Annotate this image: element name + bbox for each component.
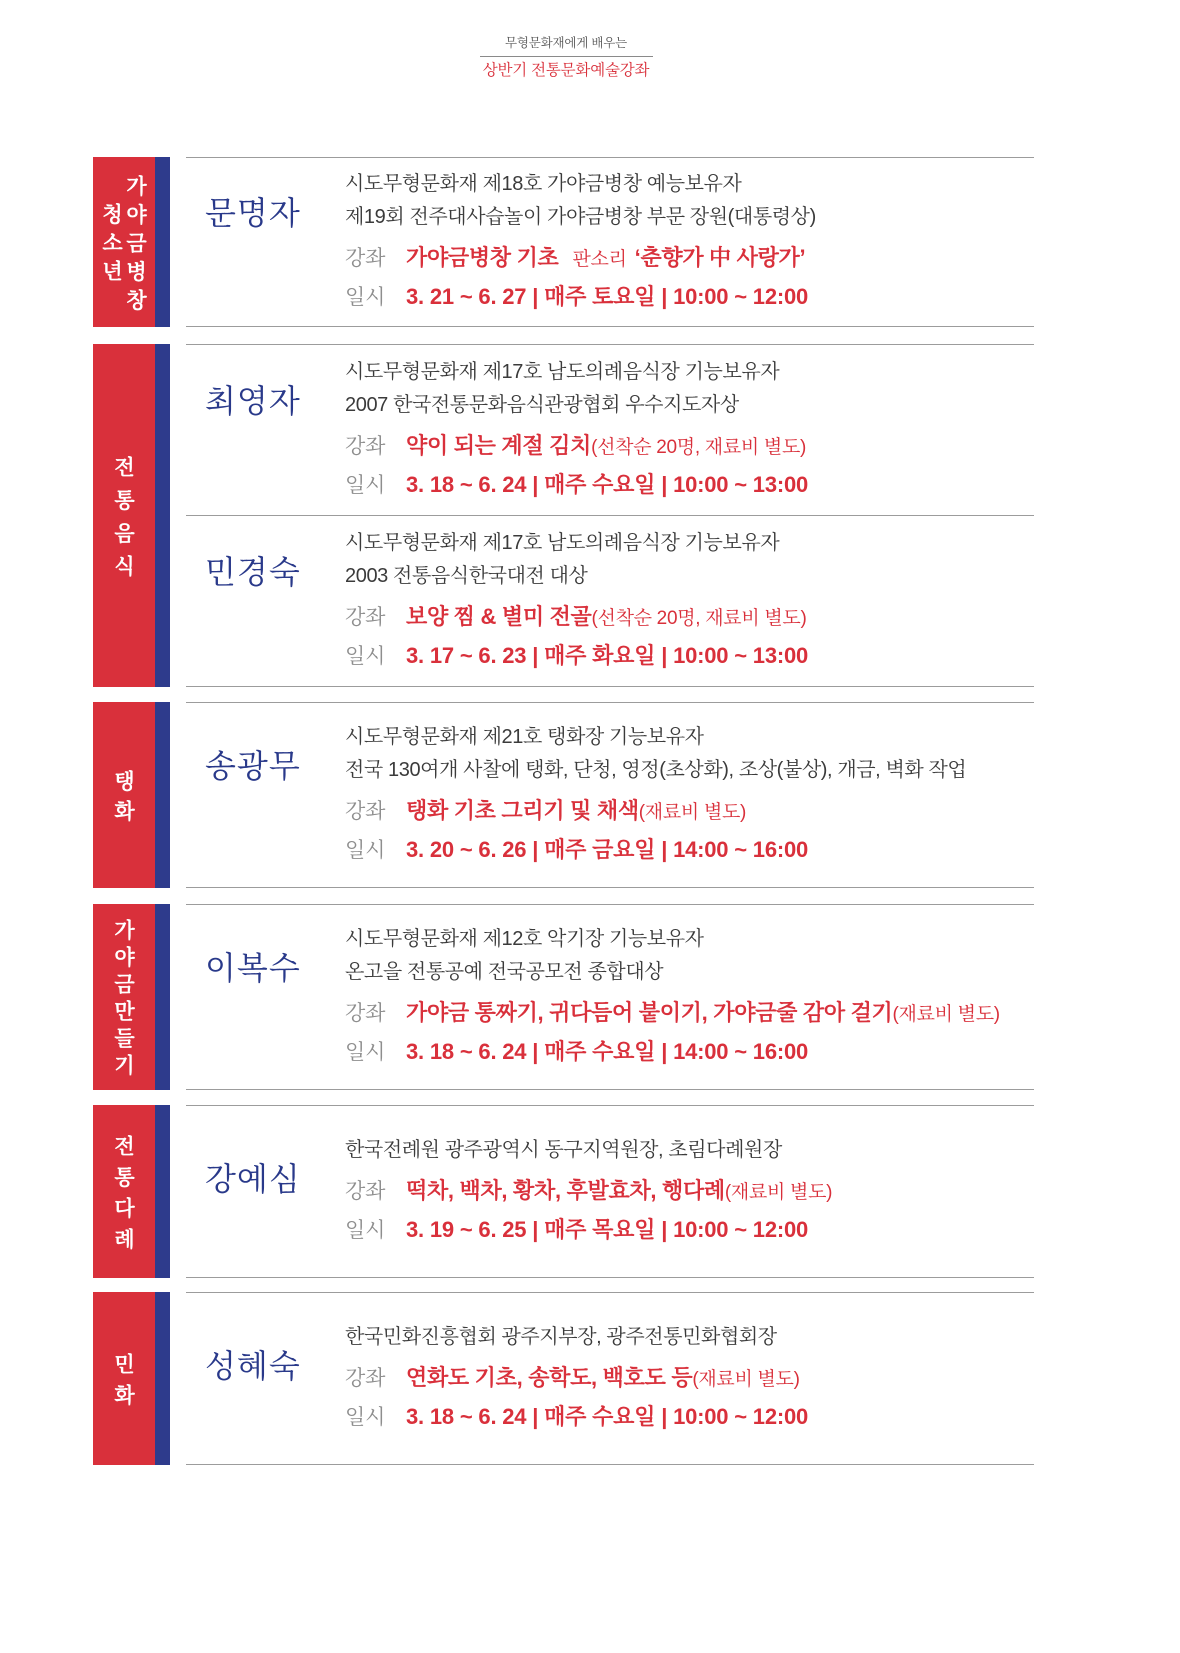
entry-row [186, 1134, 832, 1250]
schedule-line [345, 1212, 832, 1250]
entry-row [186, 168, 816, 317]
section-body [186, 702, 1034, 888]
entry-row [186, 923, 1000, 1072]
category-sublabel: 청소년 [99, 203, 125, 289]
career-line: 시도무형문화재 제12호 악기장 기능보유자 [345, 927, 704, 950]
career-line: 시도무형문화재 제17호 남도의례음식장 기능보유자 [345, 531, 780, 554]
lecture-title: 떡차, 백차, 황차, 후발효차, 행다례 [406, 1177, 725, 1203]
category-stripe [155, 702, 170, 888]
schedule-value: 3. 17 ~ 6. 23 | 매주 화요일 | 10:00 ~ 13:00 [406, 642, 809, 668]
lecture-label: 강좌 [345, 246, 386, 270]
category-columns [99, 167, 149, 317]
schedule-value: 3. 20 ~ 6. 26 | 매주 금요일 | 14:00 ~ 16:00 [406, 836, 809, 862]
entry-info [345, 356, 808, 505]
instructor-name: 성혜숙 [205, 1346, 301, 1385]
schedule-label: 일시 [345, 473, 386, 497]
category-stripe [155, 344, 170, 687]
entry-row [186, 1321, 808, 1437]
schedule-value: 3. 18 ~ 6. 24 | 매주 수요일 | 14:00 ~ 16:00 [406, 1038, 809, 1064]
entry-row [186, 527, 808, 676]
lecture-note: (재료비 별도) [892, 1003, 1000, 1025]
lecture-label: 강좌 [345, 1179, 386, 1203]
career-line: 전국 130여개 사찰에 탱화, 단청, 영정(초상화), 조상(불상), 개금, 벽화 작업 [345, 758, 967, 781]
career-line: 2003 전통음식한국대전 대상 [345, 564, 588, 587]
schedule-label: 일시 [345, 644, 386, 668]
lecture-note: (선착순 20명, 재료비 별도) [591, 607, 807, 629]
schedule-line [345, 1399, 808, 1437]
instructor-name: 최영자 [205, 381, 301, 420]
instructor-name: 문명자 [205, 193, 301, 232]
category-stripe [155, 1292, 170, 1465]
lecture-line [345, 1360, 808, 1399]
category-stripe [155, 1105, 170, 1278]
category-tab [93, 904, 155, 1090]
career-line: 한국전례원 광주광역시 동구지역원장, 초림다례원장 [345, 1138, 782, 1161]
instructor-name: 이복수 [205, 948, 301, 987]
entry-info [345, 1321, 808, 1437]
lecture-line [345, 1173, 832, 1212]
category-tab [93, 344, 155, 687]
category-tab [93, 702, 155, 888]
section-body [186, 157, 1034, 327]
instructor-entry [186, 703, 1034, 887]
career-line: 시도무형문화재 제18호 가야금병창 예능보유자 [345, 172, 742, 195]
entry-row [186, 356, 808, 505]
instructor-entry [186, 1106, 1034, 1277]
course-section-minhwa [93, 1292, 1034, 1465]
schedule-label: 일시 [345, 838, 386, 862]
entry-row [186, 721, 966, 870]
schedule-label: 일시 [345, 1218, 386, 1242]
entry-info [345, 721, 966, 870]
lecture-line [345, 793, 966, 832]
instructor-name: 강예심 [205, 1159, 301, 1198]
course-section-traditional-food [93, 344, 1034, 687]
category-label: 가야금만들기 [111, 919, 137, 1081]
lecture-line [345, 428, 808, 467]
lecture-title: 가야금 통짜기, 귀다듬어 붙이기, 가야금줄 감아 걸기 [406, 999, 893, 1025]
lecture-title: 가야금병창 기초 [406, 244, 559, 270]
lecture-line [345, 240, 816, 279]
schedule-line [345, 638, 808, 676]
career-line: 2007 한국전통문화음식관광협회 우수지도자상 [345, 393, 739, 416]
instructor-name: 송광무 [205, 746, 301, 785]
lecture-title: 탱화 기초 그리기 및 채색 [406, 797, 639, 823]
career-line: 제19회 전주대사습놀이 가야금병창 부문 장원(대통령상) [345, 205, 816, 228]
schedule-value: 3. 18 ~ 6. 24 | 매주 수요일 | 10:00 ~ 12:00 [406, 1403, 809, 1429]
category-label: 전통음식 [111, 455, 137, 588]
schedule-line [345, 467, 808, 505]
category-label: 탱화 [111, 769, 137, 830]
header [466, 32, 666, 85]
category-label: 가야금병창 [123, 174, 149, 317]
lecture-genre: 판소리 [572, 248, 627, 270]
category-tab [93, 1105, 155, 1278]
entry-info [345, 527, 808, 676]
section-body [186, 1105, 1034, 1278]
section-body [186, 1292, 1034, 1465]
schedule-value: 3. 19 ~ 6. 25 | 매주 목요일 | 10:00 ~ 12:00 [406, 1216, 809, 1242]
entry-info [345, 1134, 832, 1250]
instructor-name: 민경숙 [205, 552, 301, 591]
lecture-label: 강좌 [345, 605, 386, 629]
category-label: 민화 [111, 1352, 137, 1415]
lecture-note: (재료비 별도) [692, 1368, 800, 1390]
instructor-entry [186, 158, 1034, 326]
schedule-line [345, 279, 816, 317]
schedule-label: 일시 [345, 1040, 386, 1064]
category-tab [93, 157, 155, 327]
lecture-label: 강좌 [345, 799, 386, 823]
category-stripe [155, 904, 170, 1090]
header-title: 상반기 전통문화예술강좌 [482, 62, 650, 79]
header-subtitle: 무형문화재에게 배우는 [504, 36, 628, 50]
course-section-gayageum-making [93, 904, 1034, 1090]
instructor-entry [186, 515, 1034, 686]
lecture-line [345, 995, 1000, 1034]
lecture-title: 약이 되는 계절 김치 [406, 432, 592, 458]
instructor-entry [186, 905, 1034, 1089]
schedule-line [345, 832, 966, 870]
section-body [186, 904, 1034, 1090]
course-section-traditional-tea-ceremony [93, 1105, 1034, 1278]
course-section-taenghwa [93, 702, 1034, 888]
lecture-label: 강좌 [345, 434, 386, 458]
schedule-value: 3. 18 ~ 6. 24 | 매주 수요일 | 10:00 ~ 13:00 [406, 471, 809, 497]
lecture-note: (재료비 별도) [638, 801, 747, 823]
instructor-entry [186, 345, 1034, 515]
entry-info [345, 923, 1000, 1072]
section-body [186, 344, 1034, 687]
instructor-entry [186, 1293, 1034, 1464]
category-tab [93, 1292, 155, 1465]
schedule-line [345, 1034, 1000, 1072]
lecture-note: (선착순 20명, 재료비 별도) [591, 436, 807, 458]
lecture-piece: ‘춘향가 中 사랑가’ [634, 244, 806, 270]
schedule-value: 3. 21 ~ 6. 27 | 매주 토요일 | 10:00 ~ 12:00 [406, 283, 809, 309]
schedule-label: 일시 [345, 285, 386, 309]
course-section-youth-gayageum-byeongchang [93, 157, 1034, 327]
lecture-label: 강좌 [345, 1366, 386, 1390]
category-label: 전통다례 [111, 1134, 137, 1259]
lecture-title: 보양 찜 & 별미 전골 [406, 603, 592, 629]
lecture-label: 강좌 [345, 1001, 386, 1025]
career-line: 한국민화진흥협회 광주지부장, 광주전통민화협회장 [345, 1325, 777, 1348]
career-line: 시도무형문화재 제21호 탱화장 기능보유자 [345, 725, 704, 748]
entry-info [345, 168, 816, 317]
lecture-note: (재료비 별도) [724, 1181, 833, 1203]
category-stripe [155, 157, 170, 327]
lecture-title: 연화도 기초, 송학도, 백호도 등 [406, 1364, 693, 1390]
career-line: 온고을 전통공예 전국공모전 종합대상 [345, 960, 664, 983]
schedule-label: 일시 [345, 1405, 386, 1429]
career-line: 시도무형문화재 제17호 남도의례음식장 기능보유자 [345, 360, 780, 383]
lecture-line [345, 599, 808, 638]
